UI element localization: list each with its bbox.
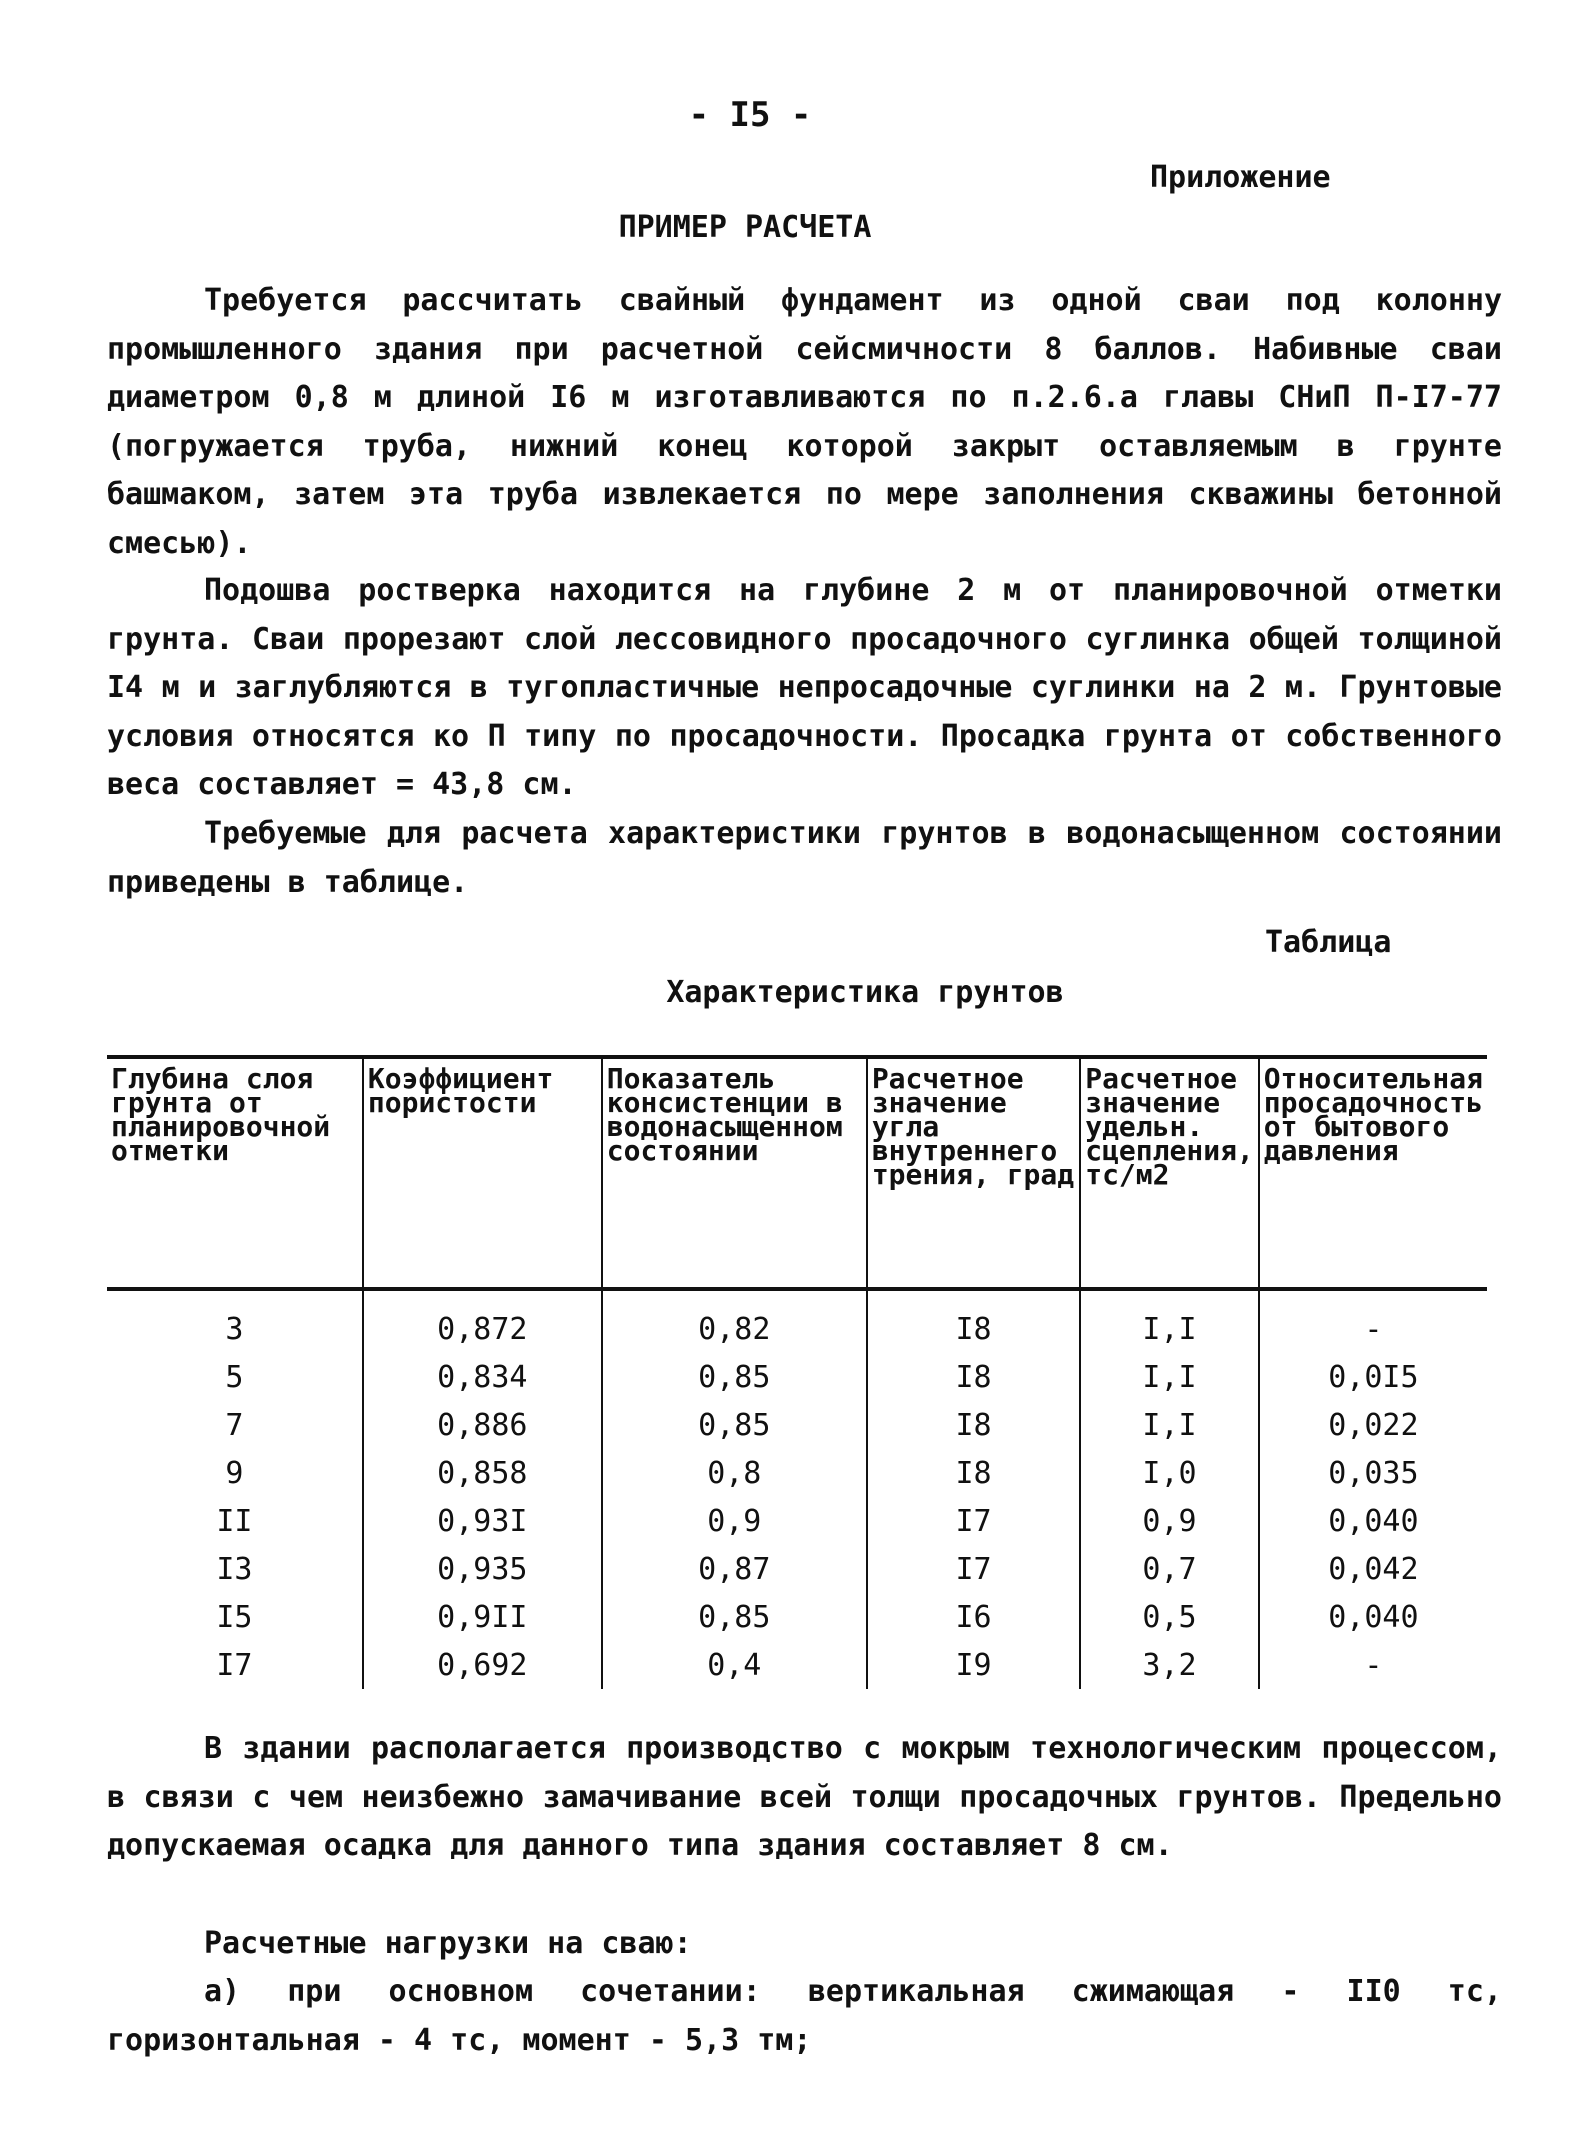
paragraph-production: В здании располагается производство с мокрым технологическим процессом, в связи с чем неизбежно замачивание всей толщи просадочных грунтов. Предельно допускаемая осадка для данного типа здания составляет 8 см.: [107, 1731, 1502, 1863]
cell-subsidence: -: [1364, 1647, 1383, 1683]
cell-consistency: 0,4: [602, 1641, 867, 1689]
cell-friction-angle: I9: [867, 1641, 1080, 1689]
cell-porosity: 0,692: [363, 1641, 602, 1689]
cell-consistency: 0,87: [602, 1545, 867, 1593]
cell-friction-angle: I6: [867, 1593, 1080, 1641]
table-header-row: [107, 1057, 1487, 1289]
header-subsidence: Относительная просадочность от бытового давления: [1259, 1057, 1487, 1289]
soil-characteristics-table: [107, 1055, 1487, 1689]
cell-subsidence: 0,0I5: [1328, 1359, 1419, 1395]
cell-subsidence: 0,040: [1328, 1599, 1419, 1635]
cell-subsidence: 0,040: [1328, 1503, 1419, 1539]
table-row: [107, 1401, 1487, 1449]
cell-depth: II: [107, 1497, 363, 1545]
cell-cohesion: I,I: [1080, 1401, 1259, 1449]
cell-porosity: 0,9II: [363, 1593, 602, 1641]
table-title: Характеристика грунтов: [666, 975, 1064, 1010]
table-row: [107, 1545, 1487, 1593]
paragraph-task: Требуется рассчитать свайный фундамент из одной сваи под колонну промышленного здания при расчетной сейсмичности 8 баллов. Набивные сваи диаметром 0,8 м длиной I6 м изготавливаются по п.2.6.а главы СНиП П-I7-77 (погружается труба, нижний конец которой закрыт оставляемым в грунте башмаком, затем эта труба извлекается по мере заполнения скважины бетонной смесью).: [107, 283, 1502, 561]
cell-porosity: 0,886: [363, 1401, 602, 1449]
cell-porosity: 0,858: [363, 1449, 602, 1497]
cell-depth: 9: [107, 1449, 363, 1497]
cell-consistency: 0,9: [602, 1497, 867, 1545]
table-row: [107, 1497, 1487, 1545]
cell-cohesion: 0,9: [1080, 1497, 1259, 1545]
cell-depth: 5: [107, 1353, 363, 1401]
header-depth: Глубина слоя грунта от планировочной отметки: [107, 1057, 363, 1289]
cell-cohesion: 0,7: [1080, 1545, 1259, 1593]
table-row: [107, 1593, 1487, 1641]
table-label: Таблица: [1265, 925, 1392, 960]
cell-subsidence: -: [1364, 1311, 1383, 1347]
table-row: [107, 1289, 1487, 1353]
paragraph-loads-heading: Расчетные нагрузки на сваю:: [204, 1926, 692, 1961]
cell-consistency: 0,82: [602, 1289, 867, 1353]
cell-friction-angle: I8: [867, 1401, 1080, 1449]
header-consistency: Показатель консистенции в водонасыщенном состоянии: [602, 1057, 867, 1289]
header-friction-angle: Расчетное значение угла внутреннего трения, град: [867, 1057, 1080, 1289]
cell-depth: I3: [107, 1545, 363, 1593]
cell-consistency: 0,8: [602, 1449, 867, 1497]
cell-cohesion: I,I: [1080, 1289, 1259, 1353]
paragraph-loads-basic: а) при основном сочетании: вертикальная сжимающая - II0 тс, горизонтальная - 4 тс, момент - 5,3 тм;: [107, 1974, 1502, 2058]
cell-porosity: 0,93I: [363, 1497, 602, 1545]
table-row: [107, 1449, 1487, 1497]
cell-depth: 7: [107, 1401, 363, 1449]
paragraph-conditions: Подошва ростверка находится на глубине 2 м от планировочной отметки грунта. Сваи прорезают слой лессовидного просадочного суглинка общей толщиной I4 м и заглубляются в тугопластичные непросадочные суглинки на 2 м. Грунтовые условия относятся ко П типу по просадочности. Просадка грунта от собственного веса составляет = 43,8 см.: [107, 573, 1502, 802]
section-heading: ПРИМЕР РАСЧЕТА: [618, 210, 872, 245]
cell-subsidence: 0,035: [1328, 1455, 1419, 1491]
cell-friction-angle: I8: [867, 1449, 1080, 1497]
cell-porosity: 0,872: [363, 1289, 602, 1353]
cell-porosity: 0,935: [363, 1545, 602, 1593]
cell-consistency: 0,85: [602, 1593, 867, 1641]
cell-consistency: 0,85: [602, 1353, 867, 1401]
cell-cohesion: 3,2: [1080, 1641, 1259, 1689]
paragraph-table-intro: Требуемые для расчета характеристики грунтов в водонасыщенном состоянии приведены в таблице.: [107, 816, 1502, 900]
cell-cohesion: 0,5: [1080, 1593, 1259, 1641]
cell-depth: I7: [107, 1641, 363, 1689]
cell-porosity: 0,834: [363, 1353, 602, 1401]
cell-consistency: 0,85: [602, 1401, 867, 1449]
header-cohesion: Расчетное значение удельн. сцепления, тс/м2: [1080, 1057, 1259, 1289]
cell-cohesion: I,I: [1080, 1353, 1259, 1401]
cell-subsidence: 0,022: [1328, 1407, 1419, 1443]
cell-friction-angle: I7: [867, 1497, 1080, 1545]
page-number: - I5 -: [688, 95, 812, 135]
cell-friction-angle: I8: [867, 1289, 1080, 1353]
cell-subsidence: 0,042: [1328, 1551, 1419, 1587]
cell-friction-angle: I8: [867, 1353, 1080, 1401]
appendix-label: Приложение: [1150, 160, 1331, 195]
header-porosity: Коэффициент пористости: [363, 1057, 602, 1289]
cell-friction-angle: I7: [867, 1545, 1080, 1593]
cell-cohesion: I,0: [1080, 1449, 1259, 1497]
table-row: [107, 1353, 1487, 1401]
table-row: [107, 1641, 1487, 1689]
cell-depth: I5: [107, 1593, 363, 1641]
cell-depth: 3: [107, 1289, 363, 1353]
